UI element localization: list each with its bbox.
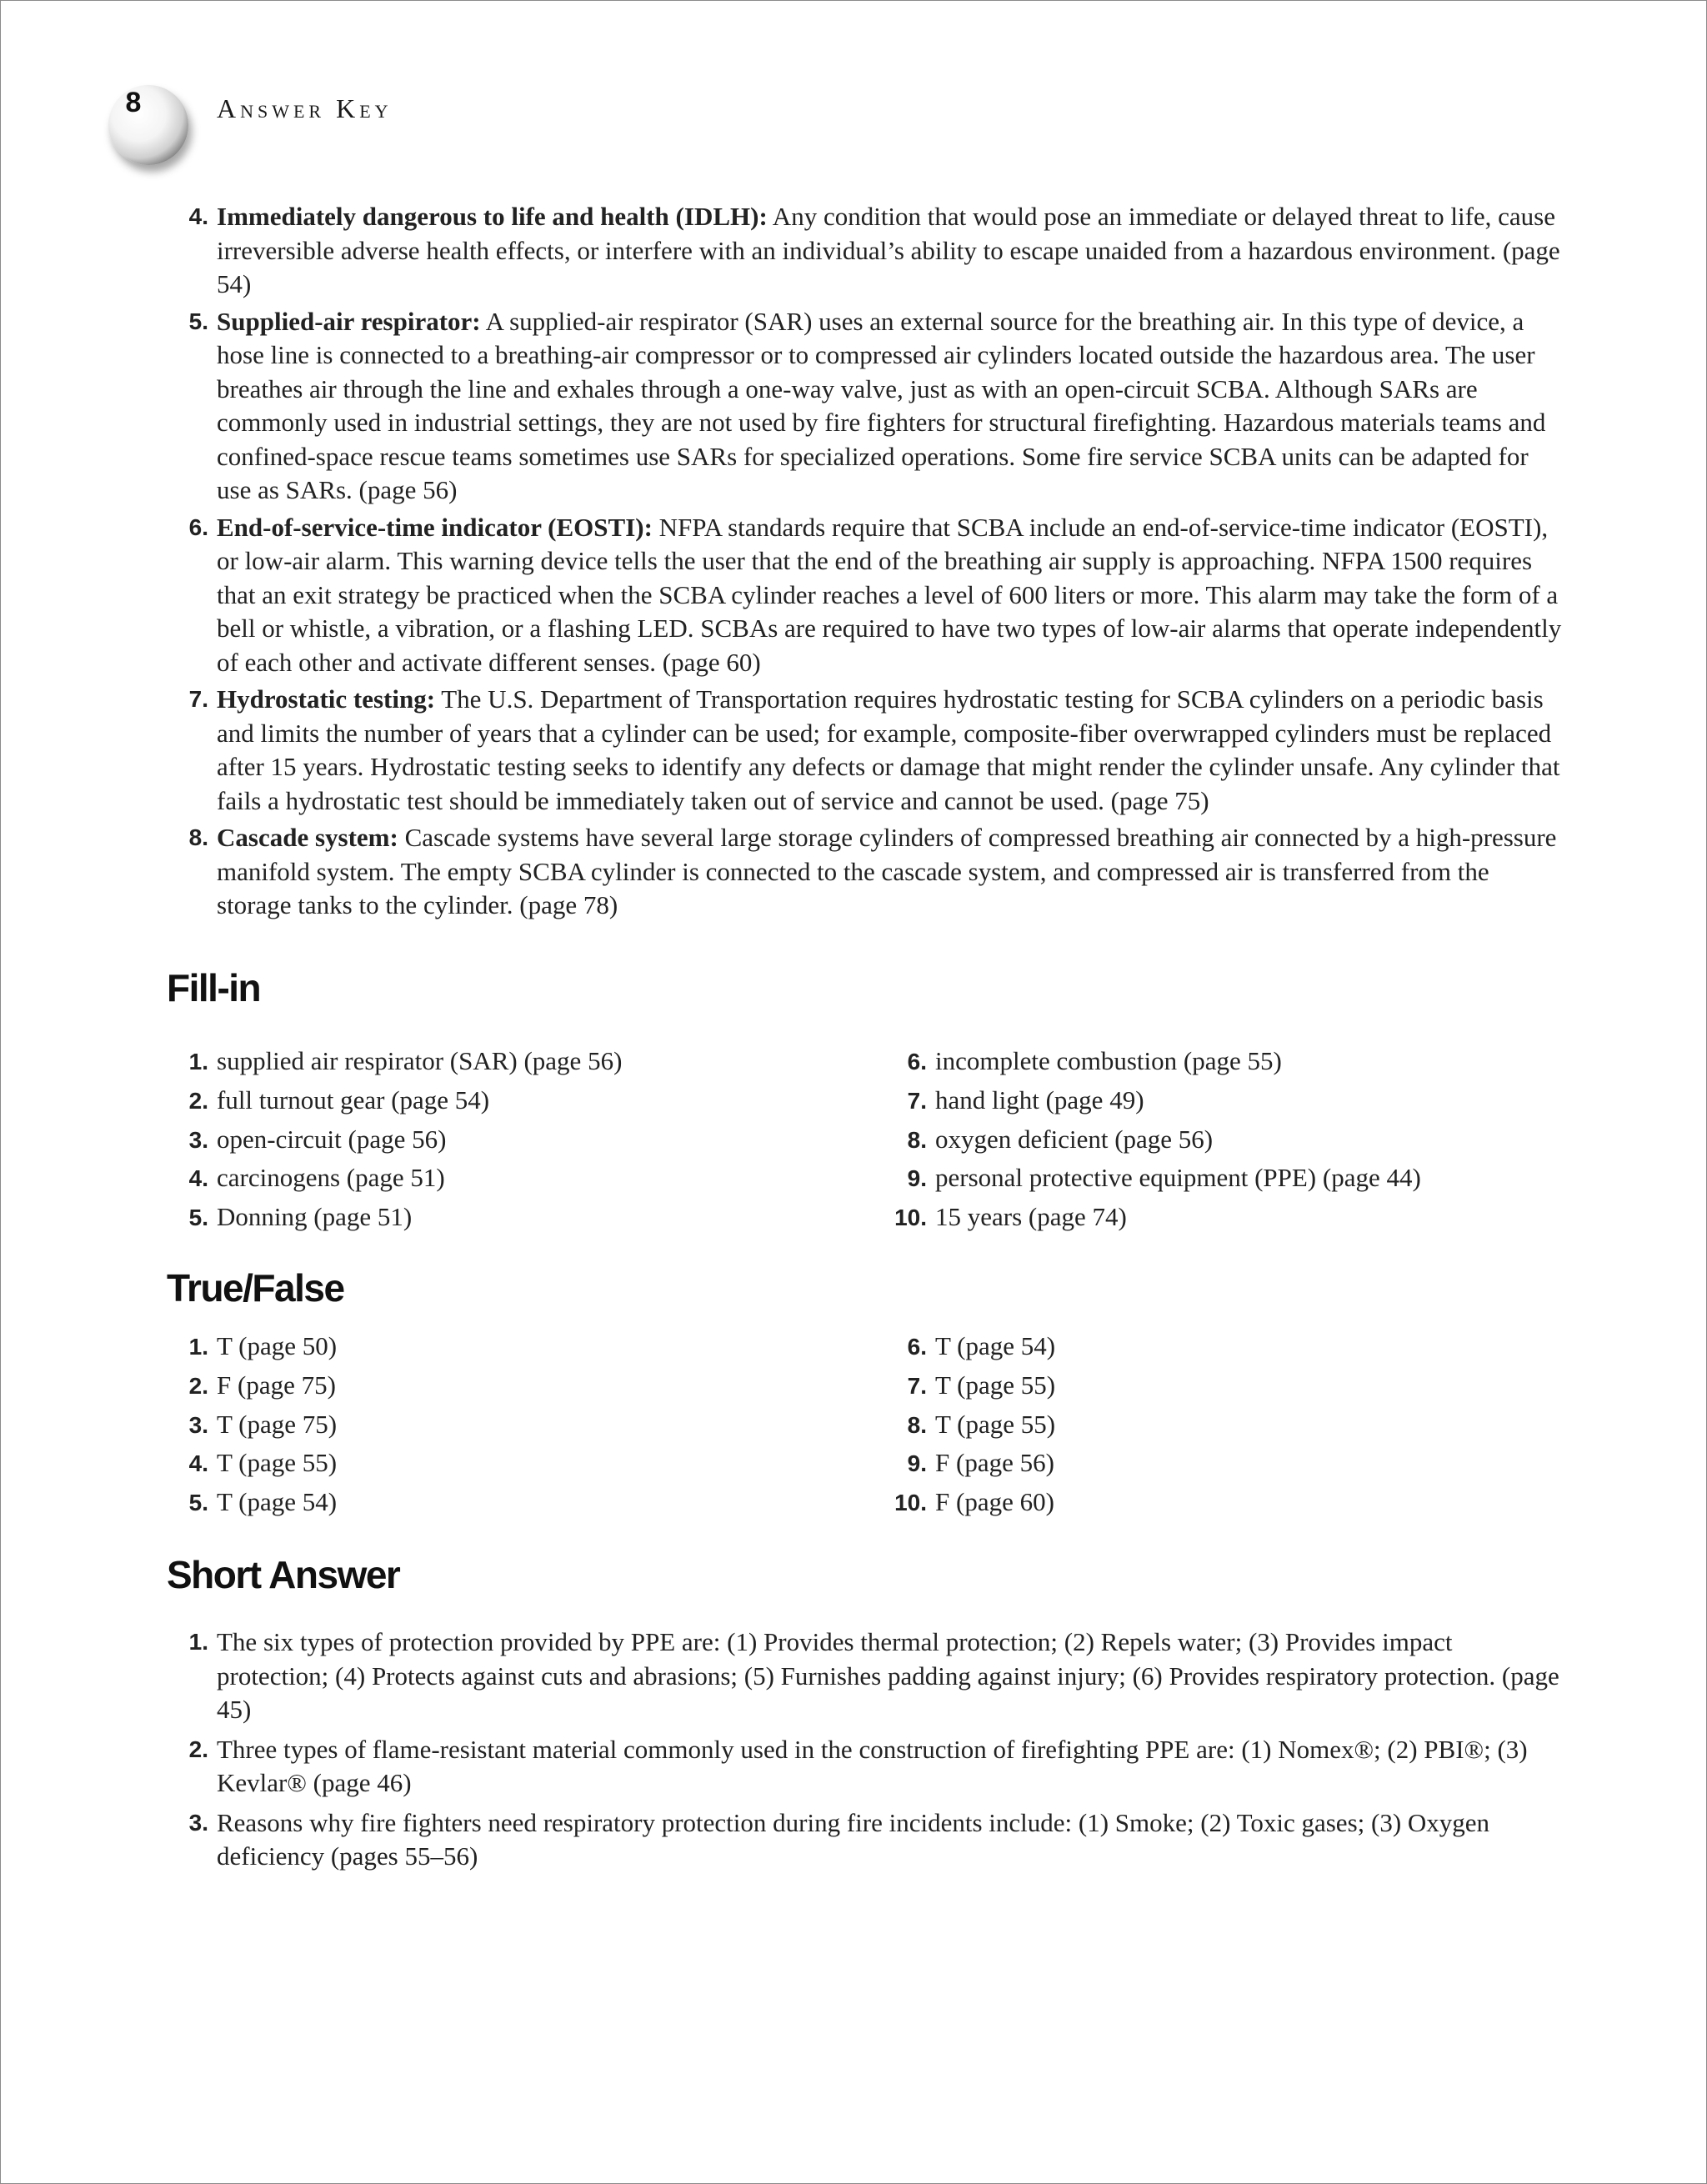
item-number: 8. (907, 1411, 927, 1438)
item-number: 6. (907, 1049, 927, 1074)
definition-item (167, 200, 1567, 302)
item-number: 4. (188, 1165, 208, 1192)
definition-term: End-of-service-time indicator (EOSTI): (217, 512, 653, 542)
list-item (885, 1366, 1584, 1405)
answer-text: supplied air respirator (SAR) (page 56) (217, 1046, 623, 1075)
item-number: 4. (188, 1450, 208, 1477)
item-number: 4. (188, 203, 208, 229)
definition-item (167, 305, 1567, 508)
item-number: 6. (907, 1334, 927, 1360)
fill-in-list (167, 1042, 1584, 1237)
answer-text: F (page 60) (935, 1487, 1054, 1517)
answer-text: Donning (page 51) (217, 1202, 413, 1232)
true-false-list (167, 1327, 1584, 1522)
answer-text: incomplete combustion (page 55) (935, 1046, 1282, 1075)
answer-text: T (page 55) (217, 1448, 338, 1478)
list-item (167, 1366, 885, 1405)
list-item (885, 1444, 1584, 1483)
item-number: 6. (188, 513, 208, 540)
answer-text: open-circuit (page 56) (217, 1124, 447, 1154)
item-number: 10. (894, 1205, 927, 1231)
definitions-list (167, 200, 1567, 926)
answer-text: F (page 75) (217, 1370, 336, 1400)
item-number: 5. (188, 1205, 208, 1231)
item-number: 2. (188, 1736, 208, 1762)
item-number: 5. (188, 1490, 208, 1516)
list-item (885, 1327, 1584, 1366)
fill-in-heading: Fill-in (167, 966, 261, 1009)
item-number: 7. (907, 1087, 927, 1114)
list-item (167, 1120, 885, 1160)
list-item (167, 1327, 885, 1366)
item-number: 3. (188, 1126, 208, 1153)
list-item (167, 1733, 1567, 1801)
item-number: 7. (907, 1372, 927, 1399)
answer-text: Reasons why fire fighters need respiratory protection during fire incidents include: (1) Smoke; (2) Toxic gases; (3) Oxygen deficiency (pages 55–56) (217, 1807, 1490, 1871)
list-item (885, 1159, 1584, 1198)
item-number: 8. (907, 1126, 927, 1153)
definition-text: NFPA standards require that SCBA include an end-of-service-time indicator (EOSTI), or low-air alarm. This warning device tells the user that the end of the breathing air supply is approaching. NFPA 1500 requires that an exit strategy be practiced when the SCBA cylinder reaches a level of 600 liters or more. This alarm may take the form of a bell or whistle, a vibration, or a flashing LED. SCBAs are required to have two types of low-air alarms that operate independently of each other and activate different senses. (page 60) (217, 512, 1562, 677)
answer-text: Three types of flame-resistant material commonly used in the construction of firefighting PPE are: (1) Nomex®; (2) PBI®; (3) Kevlar® (page 46) (217, 1734, 1528, 1797)
item-number: 1. (188, 1334, 208, 1360)
answer-text: oxygen deficient (page 56) (935, 1124, 1214, 1154)
page-number: 8 (125, 87, 142, 118)
item-number: 8. (188, 824, 208, 850)
list-item (167, 1405, 885, 1445)
definition-text: Cascade systems have several large storage cylinders of compressed breathing air connected by a high-pressure manifold system. The empty SCBA cylinder is connected to the cascade system, and compressed air is transferred from the storage tanks to the cylinder. (page 78) (217, 823, 1557, 919)
item-number: 3. (188, 1411, 208, 1438)
list-item (167, 1483, 885, 1522)
answer-text: T (page 55) (935, 1409, 1056, 1439)
list-item (885, 1081, 1584, 1120)
item-number: 7. (188, 686, 208, 712)
answer-text: T (page 50) (217, 1331, 338, 1360)
true-false-heading: True/False (167, 1266, 344, 1310)
answer-text: 15 years (page 74) (935, 1202, 1127, 1232)
definition-item (167, 683, 1567, 818)
item-number: 3. (188, 1809, 208, 1836)
answer-text: T (page 54) (935, 1331, 1056, 1360)
answer-text: The six types of protection provided by PPE are: (1) Provides thermal protection; (2) Repels water; (3) Provides impact protection; (4) Protects against cuts and abrasions; (5) Furnishes padding against injury; (6) Provides respiratory protection. (page 45) (217, 1627, 1559, 1724)
item-number: 2. (188, 1087, 208, 1114)
list-item (167, 1625, 1567, 1727)
running-head: Answer Key (217, 93, 393, 123)
definition-text: The U.S. Department of Transportation requires hydrostatic testing for SCBA cylinders on a periodic basis and limits the number of years that a cylinder can be used; for example, composite-fiber overwrapped cylinders must be replaced after 15 years. Hydrostatic testing seeks to identify any defects or damage that might render the cylinder unsafe. Any cylinder that fails a hydrostatic test should be immediately taken out of service and cannot be used. (page 75) (217, 684, 1560, 815)
answer-text: T (page 55) (935, 1370, 1056, 1400)
answer-text: personal protective equipment (PPE) (page 44) (935, 1163, 1421, 1193)
item-number: 2. (188, 1372, 208, 1399)
list-item (167, 1444, 885, 1483)
definition-text: Any condition that would pose an immediate or delayed threat to life, cause irreversible adverse health effects, or interfere with an individual’s ability to escape unaided from a hazardous environment. (page 54) (217, 202, 1560, 298)
list-item (167, 1042, 885, 1081)
item-number: 9. (907, 1450, 927, 1477)
item-number: 1. (188, 1049, 208, 1074)
list-item (885, 1483, 1584, 1522)
definition-term: Cascade system: (217, 823, 398, 852)
answer-text: T (page 75) (217, 1409, 338, 1439)
item-number: 10. (894, 1490, 927, 1516)
answer-text: hand light (page 49) (935, 1084, 1144, 1115)
item-number: 1. (188, 1629, 208, 1655)
item-number: 9. (907, 1165, 927, 1192)
answer-text: carcinogens (page 51) (217, 1163, 445, 1193)
item-number: 5. (188, 308, 208, 334)
list-item (885, 1120, 1584, 1160)
list-item (885, 1042, 1584, 1081)
list-item (167, 1806, 1567, 1874)
definition-term: Supplied-air respirator: (217, 306, 481, 336)
list-item (167, 1159, 885, 1198)
short-answer-list (167, 1625, 1567, 1880)
answer-text: T (page 54) (217, 1487, 338, 1517)
page-header (108, 80, 775, 163)
definition-term: Hydrostatic testing: (217, 684, 436, 714)
list-item (167, 1081, 885, 1120)
list-item (885, 1198, 1584, 1237)
definition-term: Immediately dangerous to life and health (IDLH): (217, 202, 768, 231)
list-item (167, 1198, 885, 1237)
answer-text: full turnout gear (page 54) (217, 1084, 490, 1115)
definition-text: A supplied-air respirator (SAR) uses an external source for the breathing air. In this type of device, a hose line is connected to a breathing-air compressor or to compressed air cylinders located outside the hazardous area. The user breathes air through the line and exhales through a one-way valve, just as with an open-circuit SCBA. Although SARs are commonly used in industrial settings, they are not used by fire fighters for structural firefighting. Hazardous materials teams and confined-space rescue teams sometimes use SARs for specialized operations. Some fire service SCBA units can be adapted for use as SARs. (page 56) (217, 306, 1546, 504)
definition-item (167, 511, 1567, 680)
short-answer-heading: Short Answer (167, 1553, 400, 1596)
answer-text: F (page 56) (935, 1448, 1054, 1478)
definition-item (167, 821, 1567, 923)
list-item (885, 1405, 1584, 1445)
